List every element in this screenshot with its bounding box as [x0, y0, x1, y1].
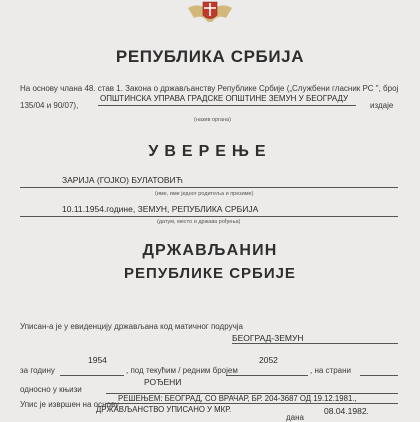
- issuer-name: ОПШТИНСКА УПРАВА ГРАДСКЕ ОПШТИНЕ ЗЕМУН У БЕОГРАДУ: [100, 94, 349, 103]
- page-line: [360, 375, 398, 376]
- heading: РЕПУБЛИКА СРБИЈА: [115, 47, 305, 66]
- number-label: , под текућим / редним бројем: [126, 366, 238, 375]
- entry-date: 08.04.1982.: [324, 406, 369, 416]
- basis-label: Упис је извршен на основу: [20, 400, 120, 409]
- name-caption: (име, име једног родитеља и презиме): [155, 191, 254, 197]
- year-line: [60, 375, 124, 376]
- number-line: [226, 375, 308, 376]
- register-number: 2052: [259, 355, 278, 365]
- issues-word: издаје: [370, 101, 394, 110]
- register-area: БЕОГРАД-ЗЕМУН: [232, 333, 304, 343]
- page-label: , на страни: [310, 366, 351, 375]
- day-label: дана: [286, 413, 304, 422]
- status-line-1: ДРЖАВЉАНИН: [142, 242, 278, 259]
- year-label: за годину: [20, 366, 55, 375]
- register-entered-label: Уписан-а је у евиденцију држављана код матичног подручја: [20, 322, 243, 331]
- decision-line: [106, 403, 398, 404]
- issuer-line: [98, 105, 356, 106]
- document-title: УВЕРЕЊЕ: [148, 143, 272, 160]
- status-line-2: РЕПУБЛИКЕ СРБИЈЕ: [124, 265, 296, 282]
- issuer-caption: (назив органа): [194, 117, 231, 123]
- intro-line-2-prefix: 135/04 и 90/07),: [20, 101, 79, 110]
- born-book: РОЂЕНИ: [144, 377, 182, 387]
- birth-data: 10.11.1954.године, ЗЕМУН, РЕПУБЛИКА СРБИЈА: [62, 204, 259, 214]
- birth-caption: (датум, место и држава рођења): [157, 219, 241, 225]
- name-line: [20, 187, 398, 188]
- person-name: ЗАРИЈА (ГОЈКО) БУЛАТОВИЋ: [62, 175, 183, 185]
- birth-line: [20, 216, 398, 217]
- area-line: [232, 343, 398, 344]
- decision-text: РЕШЕЊЕМ: БЕОГРАД, СО ВРАЧАР, БР. 204-3687 ОД 19.12.1981.,: [118, 394, 357, 403]
- basis-text: ДРЖАВЉАНСТВО УПИСАНО У МКР.: [96, 405, 232, 414]
- intro-line-1: На основу члана 48. став 1. Закона о држављанству Републике Србије („Службени гласник РС ", број: [20, 84, 399, 93]
- relation-label: односно у књизи: [20, 385, 82, 394]
- register-year: 1954: [88, 355, 107, 365]
- coat-of-arms-icon: [182, 0, 238, 24]
